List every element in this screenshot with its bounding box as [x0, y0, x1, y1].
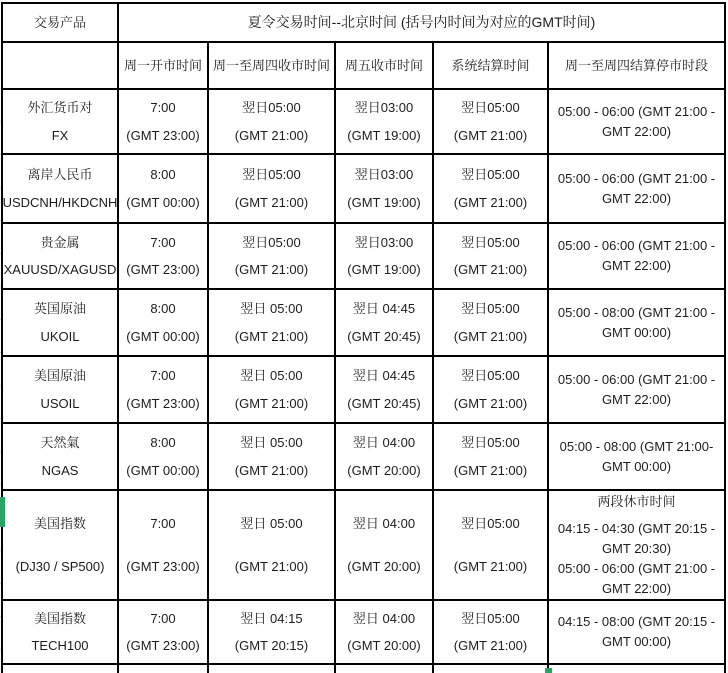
- product-cell[interactable]: [3, 601, 119, 665]
- time-local: 翌日03:00: [354, 234, 414, 250]
- close-monthu-cell[interactable]: [209, 155, 336, 224]
- settlement-cell[interactable]: [434, 491, 549, 601]
- presence-indicator-bar: [0, 497, 5, 527]
- time-local: 翌日 04:00: [352, 516, 416, 532]
- settlement-cell[interactable]: [434, 90, 549, 155]
- product-cell[interactable]: [3, 290, 119, 357]
- product-cell[interactable]: [3, 90, 119, 155]
- product-cell[interactable]: [3, 424, 119, 491]
- open-time-cell[interactable]: [119, 90, 209, 155]
- time-gmt: (GMT 20:45): [347, 396, 421, 411]
- time-local: 翌日 04:15: [240, 611, 303, 626]
- halt-line: 05:00 - 06:00 (GMT 21:00 -: [557, 238, 716, 253]
- product-cell[interactable]: [3, 224, 119, 290]
- corner-header-label: 交易产品: [33, 15, 86, 30]
- time-local: 翌日05:00: [461, 435, 520, 450]
- subheader-monthu-close[interactable]: [209, 43, 336, 90]
- product-name: 美国原油: [33, 368, 86, 383]
- settlement-cell[interactable]: [434, 290, 549, 357]
- time-local: 翌日 04:00: [352, 435, 416, 450]
- time-local: 翌日05:00: [461, 611, 520, 626]
- open-time-cell[interactable]: [119, 424, 209, 491]
- time-local: 7:00: [150, 234, 176, 250]
- close-monthu-cell[interactable]: [209, 491, 336, 601]
- product-name: 美国指数: [33, 611, 86, 626]
- subheader-monday-open[interactable]: [119, 43, 209, 90]
- time-local: 7:00: [150, 100, 176, 116]
- subheader-label: 周一至周四收市时间: [212, 58, 330, 73]
- halt-line: GMT 22:00): [601, 258, 672, 273]
- open-time-cell[interactable]: [119, 155, 209, 224]
- halt-line: GMT 22:00): [601, 391, 672, 407]
- product-cell[interactable]: [3, 357, 119, 424]
- time-gmt: (GMT 20:00): [347, 558, 421, 574]
- time-gmt: (GMT 23:00): [126, 638, 200, 653]
- halt-line: GMT 22:00): [601, 580, 672, 596]
- halt-line: 04:15 - 08:00 (GMT 20:15 -: [557, 614, 716, 629]
- product-code: (DJ30 / SP500): [15, 558, 105, 574]
- product-code: USDCNH/HKDCNH: [3, 195, 118, 211]
- subheader-halt-period[interactable]: [549, 43, 726, 90]
- close-monthu-cell[interactable]: [209, 357, 336, 424]
- time-gmt: (GMT 21:00): [453, 262, 528, 278]
- time-local: 7:00: [150, 516, 176, 532]
- time-local: 翌日 05:00: [240, 516, 303, 532]
- halt-line: GMT 00:00): [601, 458, 672, 474]
- settlement-cell[interactable]: [434, 224, 549, 290]
- settlement-cell[interactable]: [434, 357, 549, 424]
- halt-line: 05:00 - 06:00 (GMT 21:00 -: [557, 371, 716, 387]
- time-gmt: (GMT 21:00): [453, 396, 528, 411]
- time-local: 翌日 05:00: [240, 301, 303, 316]
- main-header-label: 夏令交易时间--北京时间 (括号内时间为对应的GMT时间): [247, 14, 596, 30]
- close-friday-cell[interactable]: [336, 601, 434, 665]
- halt-period-cell[interactable]: [549, 424, 726, 491]
- time-local: 翌日05:00: [242, 234, 301, 250]
- corner-header-cell[interactable]: [3, 4, 119, 43]
- close-friday-cell[interactable]: [336, 491, 434, 601]
- product-code: NGAS: [41, 463, 79, 478]
- product-name: 天然氣: [40, 435, 80, 450]
- product-code: FX: [51, 127, 69, 143]
- halt-period-cell[interactable]: [549, 357, 726, 424]
- time-gmt: (GMT 19:00): [347, 127, 421, 143]
- open-time-cell[interactable]: [119, 224, 209, 290]
- product-name: 离岸人民币: [27, 166, 93, 182]
- partial-row-cell[interactable]: [336, 665, 434, 673]
- partial-row-cell[interactable]: [119, 665, 209, 673]
- product-code: USOIL: [40, 396, 80, 411]
- halt-period-cell[interactable]: [549, 601, 726, 665]
- subheader-settlement[interactable]: [434, 43, 549, 90]
- open-time-cell[interactable]: [119, 357, 209, 424]
- close-monthu-cell[interactable]: [209, 224, 336, 290]
- close-monthu-cell[interactable]: [209, 290, 336, 357]
- halt-line: 05:00 - 08:00 (GMT 21:00 -: [557, 304, 716, 320]
- settlement-cell[interactable]: [434, 155, 549, 224]
- partial-row-cell[interactable]: [3, 665, 119, 673]
- halt-period-cell[interactable]: [549, 224, 726, 290]
- halt-line: GMT 22:00): [601, 123, 672, 139]
- subheader-label: 周五收市时间: [344, 58, 423, 73]
- halt-line: GMT 20:30): [601, 540, 672, 556]
- settlement-cell[interactable]: [434, 424, 549, 491]
- halt-line: 05:00 - 06:00 (GMT 21:00 -: [557, 170, 716, 186]
- time-local: 7:00: [150, 611, 176, 626]
- halt-period-cell[interactable]: [549, 290, 726, 357]
- settlement-cell[interactable]: [434, 601, 549, 665]
- halt-line: GMT 00:00): [601, 634, 672, 649]
- close-monthu-cell[interactable]: [209, 90, 336, 155]
- close-friday-cell[interactable]: [336, 224, 434, 290]
- product-name: 外汇货币对: [27, 100, 93, 116]
- close-friday-cell[interactable]: [336, 290, 434, 357]
- product-code: UKOIL: [40, 329, 80, 344]
- close-monthu-cell[interactable]: [209, 424, 336, 491]
- time-gmt: (GMT 21:00): [234, 195, 309, 211]
- halt-title: 两段休市时间: [597, 493, 676, 509]
- time-gmt: (GMT 23:00): [126, 127, 200, 143]
- time-gmt: (GMT 00:00): [126, 195, 200, 211]
- time-gmt: (GMT 21:00): [234, 329, 309, 344]
- halt-period-cell[interactable]: [549, 155, 726, 224]
- time-gmt: (GMT 21:00): [234, 262, 309, 278]
- time-local: 翌日03:00: [354, 166, 414, 182]
- partial-row-cell[interactable]: [434, 665, 549, 673]
- halt-line: 05:00 - 06:00 (GMT 21:00 -: [557, 560, 716, 576]
- close-friday-cell[interactable]: [336, 357, 434, 424]
- subheader-label: 周一至周四结算停市时段: [564, 58, 708, 73]
- trading-hours-table: [1, 2, 726, 673]
- open-time-cell[interactable]: [119, 491, 209, 601]
- product-code: TECH100: [31, 638, 89, 653]
- time-gmt: (GMT 20:45): [347, 329, 421, 344]
- product-cell[interactable]: [3, 155, 119, 224]
- time-local: 翌日05:00: [461, 234, 520, 250]
- time-local: 翌日05:00: [461, 301, 520, 316]
- halt-period-cell[interactable]: [549, 491, 726, 601]
- time-gmt: (GMT 23:00): [126, 396, 200, 411]
- time-gmt: (GMT 19:00): [347, 195, 421, 211]
- product-name: 英国原油: [33, 301, 86, 316]
- halt-line: 05:00 - 06:00 (GMT 21:00 -: [557, 103, 716, 119]
- time-gmt: (GMT 21:00): [453, 127, 528, 143]
- time-gmt: (GMT 20:00): [347, 638, 421, 653]
- close-friday-cell[interactable]: [336, 424, 434, 491]
- time-gmt: (GMT 21:00): [234, 396, 309, 411]
- time-gmt: (GMT 21:00): [234, 463, 309, 478]
- time-local: 8:00: [150, 435, 176, 450]
- product-name: 贵金属: [40, 234, 80, 250]
- time-gmt: (GMT 21:00): [453, 329, 528, 344]
- time-gmt: (GMT 19:00): [347, 262, 421, 278]
- main-header-cell[interactable]: [119, 4, 726, 43]
- time-gmt: (GMT 21:00): [234, 558, 309, 574]
- time-gmt: (GMT 21:00): [453, 558, 528, 574]
- close-monthu-cell[interactable]: [209, 601, 336, 665]
- time-local: 翌日05:00: [461, 166, 520, 182]
- time-local: 翌日 04:45: [352, 368, 416, 383]
- open-time-cell[interactable]: [119, 290, 209, 357]
- empty-header-cell[interactable]: [3, 43, 119, 90]
- time-local: 8:00: [150, 166, 176, 182]
- partial-row-cell[interactable]: [549, 665, 726, 673]
- halt-line: 04:15 - 04:30 (GMT 20:15 -: [557, 520, 716, 536]
- time-gmt: (GMT 21:00): [234, 127, 309, 143]
- time-gmt: (GMT 00:00): [126, 463, 200, 478]
- close-friday-cell[interactable]: [336, 90, 434, 155]
- time-gmt: (GMT 20:00): [347, 463, 421, 478]
- time-local: 翌日 04:45: [352, 301, 416, 316]
- time-local: 8:00: [150, 301, 176, 316]
- halt-period-cell[interactable]: [549, 90, 726, 155]
- product-name: 美国指数: [33, 516, 86, 532]
- halt-line: GMT 00:00): [601, 324, 672, 340]
- time-gmt: (GMT 21:00): [453, 638, 528, 653]
- time-local: 翌日05:00: [461, 516, 520, 532]
- close-friday-cell[interactable]: [336, 155, 434, 224]
- time-gmt: (GMT 23:00): [126, 262, 200, 278]
- time-local: 翌日05:00: [461, 368, 520, 383]
- time-local: 翌日03:00: [354, 100, 414, 116]
- subheader-label: 系统结算时间: [451, 58, 530, 73]
- time-gmt: (GMT 20:15): [234, 638, 309, 653]
- halt-line: 05:00 - 08:00 (GMT 21:00-: [559, 438, 714, 454]
- halt-line: GMT 22:00): [601, 190, 672, 206]
- product-cell[interactable]: [3, 491, 119, 601]
- time-local: 翌日05:00: [242, 166, 301, 182]
- time-gmt: (GMT 21:00): [453, 195, 528, 211]
- product-code: XAUUSD/XAGUSD: [3, 262, 117, 278]
- subheader-friday-close[interactable]: [336, 43, 434, 90]
- time-gmt: (GMT 23:00): [126, 558, 200, 574]
- time-gmt: (GMT 00:00): [126, 329, 200, 344]
- time-local: 翌日05:00: [242, 100, 301, 116]
- time-gmt: (GMT 21:00): [453, 463, 528, 478]
- selection-fill-handle[interactable]: [545, 668, 552, 673]
- partial-row-cell[interactable]: [209, 665, 336, 673]
- time-local: 翌日 05:00: [240, 368, 303, 383]
- subheader-label: 周一开市时间: [123, 58, 202, 73]
- time-local: 翌日05:00: [461, 100, 520, 116]
- time-local: 翌日 04:00: [352, 611, 416, 626]
- open-time-cell[interactable]: [119, 601, 209, 665]
- time-local: 7:00: [150, 368, 176, 383]
- time-local: 翌日 05:00: [240, 435, 303, 450]
